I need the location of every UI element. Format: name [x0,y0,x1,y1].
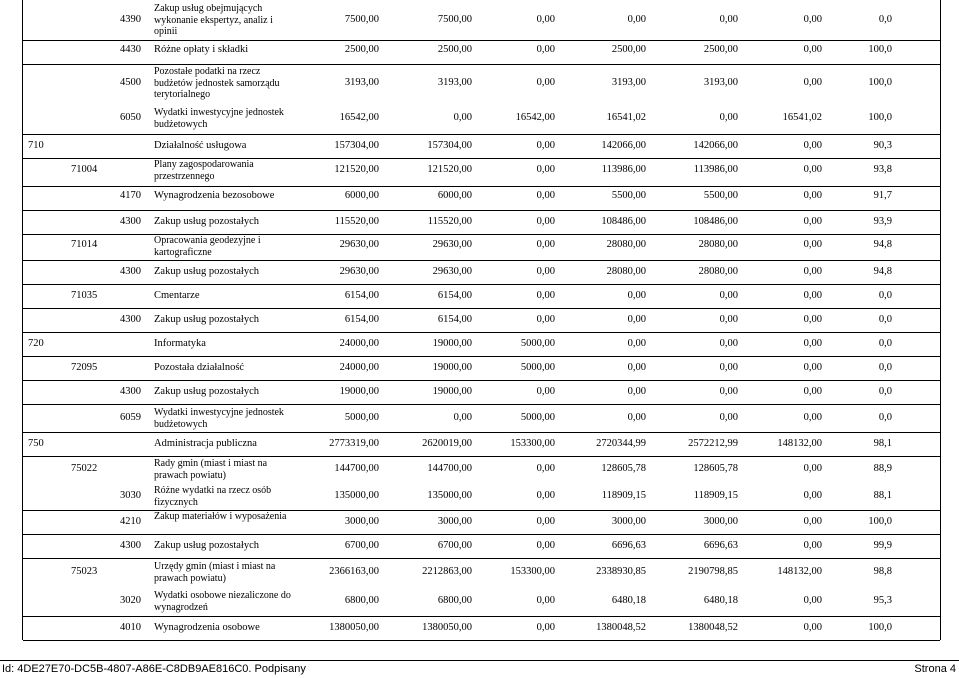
value-col-2: 6800,00 [437,595,472,606]
table-row [23,432,940,457]
item-name: Opracowania geodezyjne i kartograficzne [154,235,261,258]
value-col-6: 0,00 [803,77,822,88]
value-col-3: 5000,00 [520,362,555,373]
value-col-7: 0,0 [878,338,892,349]
value-col-1: 6700,00 [344,540,379,551]
value-col-1: 157304,00 [334,140,379,151]
value-col-5: 2190798,85 [688,566,738,577]
value-col-1: 29630,00 [339,266,379,277]
table-row [23,40,940,65]
value-col-1: 121520,00 [334,164,379,175]
item-name: Zakup usług pozostałych [154,266,259,277]
value-col-6: 0,00 [803,44,822,55]
section-code: 750 [28,438,44,449]
value-col-1: 3193,00 [344,77,379,88]
paragraph-code: 6059 [120,412,141,423]
table-row [23,308,940,333]
value-col-7: 88,9 [873,463,892,474]
item-name: Wynagrodzenia bezosobowe [154,190,275,201]
table-row [23,210,940,235]
paragraph-code: 6050 [120,112,141,123]
value-col-3: 0,00 [536,140,555,151]
value-col-6: 0,00 [803,239,822,250]
value-col-2: 144700,00 [427,463,472,474]
value-col-5: 3000,00 [703,516,738,527]
value-col-3: 0,00 [536,290,555,301]
value-col-6: 0,00 [803,622,822,633]
value-col-6: 0,00 [803,314,822,325]
value-col-7: 0,0 [878,290,892,301]
table-row [23,482,940,511]
value-col-1: 29630,00 [339,239,379,250]
value-col-3: 0,00 [536,14,555,25]
value-col-7: 94,8 [873,266,892,277]
value-col-5: 0,00 [719,314,738,325]
value-col-6: 148132,00 [777,566,822,577]
value-col-7: 0,0 [878,412,892,423]
table-row [23,0,940,41]
table-row [23,616,940,641]
paragraph-code: 3020 [120,595,141,606]
value-col-2: 19000,00 [432,386,472,397]
item-name: Wydatki inwestycyjne jednostek budżetowych [154,407,284,430]
value-col-7: 100,0 [868,622,892,633]
value-col-4: 0,00 [627,338,646,349]
value-col-3: 0,00 [536,266,555,277]
value-col-1: 3000,00 [344,516,379,527]
value-col-2: 115520,00 [427,216,472,227]
item-name: Wydatki osobowe niezaliczone do wynagrodzeń [154,590,291,613]
value-col-3: 153300,00 [510,438,555,449]
item-name: Informatyka [154,338,206,349]
value-col-6: 0,00 [803,216,822,227]
value-col-5: 108486,00 [693,216,738,227]
value-col-2: 3193,00 [437,77,472,88]
value-col-6: 0,00 [803,540,822,551]
value-col-7: 100,0 [868,77,892,88]
paragraph-code: 4010 [120,622,141,633]
value-col-2: 0,00 [453,412,472,423]
item-name: Wynagrodzenia osobowe [154,622,260,633]
value-col-6: 0,00 [803,386,822,397]
paragraph-code: 4500 [120,77,141,88]
value-col-1: 7500,00 [344,14,379,25]
value-col-3: 0,00 [536,490,555,501]
value-col-2: 2620019,00 [422,438,472,449]
value-col-6: 148132,00 [777,438,822,449]
value-col-2: 29630,00 [432,266,472,277]
item-name: Plany zagospodarowania przestrzennego [154,159,254,182]
value-col-7: 98,1 [873,438,892,449]
value-col-7: 0,0 [878,14,892,25]
value-col-5: 0,00 [719,386,738,397]
paragraph-code: 4300 [120,314,141,325]
value-col-2: 19000,00 [432,338,472,349]
value-col-7: 0,0 [878,314,892,325]
value-col-2: 157304,00 [427,140,472,151]
value-col-1: 135000,00 [334,490,379,501]
value-col-3: 0,00 [536,463,555,474]
value-col-5: 0,00 [719,362,738,373]
value-col-1: 24000,00 [339,362,379,373]
value-col-4: 142066,00 [601,140,646,151]
value-col-4: 113986,00 [601,164,646,175]
value-col-5: 128605,78 [693,463,738,474]
value-col-4: 128605,78 [601,463,646,474]
value-col-7: 95,3 [873,595,892,606]
value-col-1: 19000,00 [339,386,379,397]
item-name: Zakup usług pozostałych [154,216,259,227]
page-number: Strona 4 [914,663,956,675]
item-name: Rady gmin (miast i miast na prawach powiatu) [154,458,268,481]
value-col-1: 144700,00 [334,463,379,474]
value-col-3: 0,00 [536,622,555,633]
item-name: Administracja publiczna [154,438,257,449]
value-col-6: 0,00 [803,362,822,373]
value-col-7: 93,8 [873,164,892,175]
value-col-4: 0,00 [627,362,646,373]
budget-table [22,0,941,640]
table-row [23,134,940,159]
value-col-3: 0,00 [536,77,555,88]
value-col-1: 2773319,00 [329,438,379,449]
value-col-1: 6154,00 [344,314,379,325]
table-row [23,234,940,261]
value-col-6: 0,00 [803,490,822,501]
section-code: 720 [28,338,44,349]
value-col-5: 142066,00 [693,140,738,151]
value-col-7: 100,0 [868,44,892,55]
document-id: Id: 4DE27E70-DC5B-4807-A86E-C8DB9AE816C0. Podpisany [2,663,306,675]
paragraph-code: 4300 [120,266,141,277]
chapter-code: 71014 [71,239,98,250]
value-col-2: 7500,00 [437,14,472,25]
paragraph-code: 4210 [120,516,141,527]
item-name: Wydatki inwestycyjne jednostek budżetowych [154,107,284,130]
value-col-1: 16542,00 [339,112,379,123]
value-col-3: 16542,00 [515,112,555,123]
value-col-3: 0,00 [536,164,555,175]
item-name: Zakup usług pozostałych [154,314,259,325]
chapter-code: 75023 [71,566,98,577]
value-col-4: 5500,00 [611,190,646,201]
table-row [23,102,940,135]
value-col-5: 113986,00 [693,164,738,175]
section-code: 710 [28,140,44,151]
item-name: Zakup usług pozostałych [154,386,259,397]
value-col-7: 0,0 [878,362,892,373]
value-col-1: 24000,00 [339,338,379,349]
value-col-7: 100,0 [868,516,892,527]
item-name: Pozostałe podatki na rzecz budżetów jednostek samorządu terytorialnego [154,66,280,100]
value-col-2: 6154,00 [437,290,472,301]
value-col-4: 3193,00 [611,77,646,88]
table-row [23,332,940,357]
value-col-5: 0,00 [719,112,738,123]
item-name: Cmentarze [154,290,200,301]
paragraph-code: 3030 [120,490,141,501]
item-name: Pozostała działalność [154,362,245,373]
item-name: Zakup materiałów i wyposażenia [154,511,287,522]
value-col-3: 0,00 [536,540,555,551]
value-col-1: 2366163,00 [329,566,379,577]
value-col-3: 0,00 [536,314,555,325]
value-col-7: 99,9 [873,540,892,551]
value-col-4: 3000,00 [611,516,646,527]
value-col-6: 0,00 [803,164,822,175]
value-col-6: 0,00 [803,140,822,151]
value-col-2: 2500,00 [437,44,472,55]
item-name: Różne wydatki na rzecz osób fizycznych [154,485,272,508]
value-col-7: 93,9 [873,216,892,227]
value-col-3: 0,00 [536,190,555,201]
value-col-2: 121520,00 [427,164,472,175]
paragraph-code: 4300 [120,386,141,397]
value-col-6: 0,00 [803,14,822,25]
table-row [23,456,940,482]
value-col-4: 6696,63 [611,540,646,551]
value-col-6: 0,00 [803,412,822,423]
table-row [23,404,940,433]
table-row [23,158,940,187]
paragraph-code: 4390 [120,14,141,25]
value-col-3: 0,00 [536,386,555,397]
value-col-7: 98,8 [873,566,892,577]
value-col-1: 5000,00 [344,412,379,423]
value-col-2: 6154,00 [437,314,472,325]
value-col-2: 6000,00 [437,190,472,201]
item-name: Różne opłaty i składki [154,44,249,55]
table-row [23,356,940,381]
value-col-2: 135000,00 [427,490,472,501]
value-col-1: 6154,00 [344,290,379,301]
value-col-3: 0,00 [536,216,555,227]
value-col-3: 0,00 [536,239,555,250]
value-col-4: 0,00 [627,412,646,423]
value-col-3: 0,00 [536,516,555,527]
table-row [23,260,940,285]
value-col-5: 118909,15 [693,490,738,501]
value-col-4: 28080,00 [606,239,646,250]
value-col-7: 100,0 [868,112,892,123]
item-name: Działalność usługowa [154,140,247,151]
value-col-5: 2500,00 [703,44,738,55]
item-name: Zakup usług obejmujących wykonanie ekspertyz, analiz i opinii [154,3,273,37]
value-col-6: 0,00 [803,338,822,349]
value-col-1: 1380050,00 [329,622,379,633]
value-col-4: 2500,00 [611,44,646,55]
value-col-6: 0,00 [803,190,822,201]
value-col-6: 0,00 [803,516,822,527]
value-col-7: 91,7 [873,190,892,201]
value-col-5: 5500,00 [703,190,738,201]
value-col-6: 0,00 [803,463,822,474]
value-col-6: 0,00 [803,266,822,277]
value-col-2: 1380050,00 [422,622,472,633]
value-col-1: 2500,00 [344,44,379,55]
table-row [23,284,940,309]
chapter-code: 71035 [71,290,98,301]
value-col-2: 0,00 [453,112,472,123]
chapter-code: 72095 [71,362,98,373]
value-col-5: 28080,00 [698,239,738,250]
value-col-5: 6480,18 [703,595,738,606]
value-col-7: 0,0 [878,386,892,397]
value-col-5: 0,00 [719,290,738,301]
value-col-4: 0,00 [627,14,646,25]
value-col-1: 115520,00 [334,216,379,227]
value-col-5: 0,00 [719,14,738,25]
paragraph-code: 4300 [120,540,141,551]
table-row [23,64,940,102]
value-col-6: 0,00 [803,290,822,301]
value-col-4: 2338930,85 [596,566,646,577]
chapter-code: 71004 [71,164,98,175]
table-row [23,534,940,559]
value-col-5: 6696,63 [703,540,738,551]
table-row [23,380,940,405]
value-col-3: 0,00 [536,595,555,606]
chapter-code: 75022 [71,463,98,474]
item-name: Urzędy gmin (miast i miast na prawach powiatu) [154,561,276,584]
value-col-4: 28080,00 [606,266,646,277]
value-col-3: 153300,00 [510,566,555,577]
value-col-5: 28080,00 [698,266,738,277]
table-row [23,558,940,586]
value-col-3: 5000,00 [520,412,555,423]
value-col-7: 88,1 [873,490,892,501]
value-col-5: 1380048,52 [688,622,738,633]
value-col-4: 0,00 [627,386,646,397]
table-row [23,586,940,617]
value-col-3: 5000,00 [520,338,555,349]
value-col-5: 2572212,99 [688,438,738,449]
paragraph-code: 4170 [120,190,141,201]
value-col-2: 19000,00 [432,362,472,373]
paragraph-code: 4300 [120,216,141,227]
paragraph-code: 4430 [120,44,141,55]
value-col-6: 0,00 [803,595,822,606]
value-col-4: 0,00 [627,290,646,301]
value-col-6: 16541,02 [782,112,822,123]
value-col-4: 108486,00 [601,216,646,227]
value-col-5: 3193,00 [703,77,738,88]
value-col-4: 6480,18 [611,595,646,606]
table-row [23,186,940,211]
value-col-7: 90,3 [873,140,892,151]
table-row [23,510,940,535]
value-col-5: 0,00 [719,412,738,423]
value-col-2: 29630,00 [432,239,472,250]
value-col-4: 16541,02 [606,112,646,123]
value-col-5: 0,00 [719,338,738,349]
value-col-2: 6700,00 [437,540,472,551]
item-name: Zakup usług pozostałych [154,540,259,551]
value-col-7: 94,8 [873,239,892,250]
value-col-3: 0,00 [536,44,555,55]
value-col-4: 1380048,52 [596,622,646,633]
value-col-2: 2212863,00 [422,566,472,577]
value-col-4: 0,00 [627,314,646,325]
page-footer [0,660,959,677]
value-col-1: 6800,00 [344,595,379,606]
value-col-4: 118909,15 [601,490,646,501]
value-col-1: 6000,00 [344,190,379,201]
value-col-4: 2720344,99 [596,438,646,449]
value-col-2: 3000,00 [437,516,472,527]
